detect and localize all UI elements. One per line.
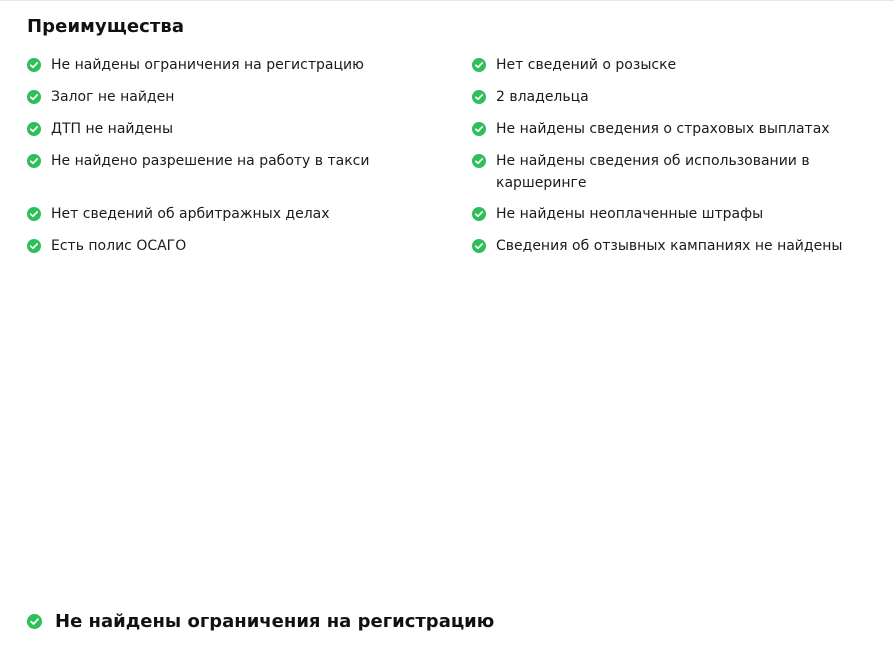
advantage-item	[472, 150, 882, 194]
check-circle-icon	[472, 154, 486, 168]
check-circle-icon	[472, 239, 486, 253]
check-circle-icon	[472, 207, 486, 221]
advantage-item	[472, 54, 882, 76]
advantage-item	[27, 203, 457, 225]
advantage-text: 2 владельца	[496, 89, 589, 105]
advantage-text: Не найдены сведения о страховых выплатах	[496, 121, 830, 137]
advantage-item	[27, 86, 457, 108]
advantages-list-right	[472, 54, 882, 267]
check-circle-icon	[472, 90, 486, 104]
advantage-text: Есть полис ОСАГО	[51, 238, 187, 254]
advantage-item	[27, 118, 457, 140]
top-divider	[0, 0, 894, 1]
advantage-text: ДТП не найдены	[51, 121, 174, 137]
check-circle-icon	[27, 122, 41, 136]
advantage-item	[27, 235, 457, 257]
advantage-item	[27, 54, 457, 76]
advantage-item	[472, 86, 882, 108]
check-circle-icon	[27, 154, 41, 168]
advantages-title: Преимущества	[27, 16, 185, 37]
detail-heading-row	[27, 611, 494, 632]
advantages-list-left	[27, 54, 457, 267]
advantage-text: Не найдены сведения об использовании в каршеринге	[496, 153, 810, 191]
detail-heading: Не найдены ограничения на регистрацию	[55, 611, 495, 632]
advantage-text: Не найдено разрешение на работу в такси	[51, 153, 370, 169]
check-circle-icon	[27, 614, 42, 629]
check-circle-icon	[472, 122, 486, 136]
advantage-item	[472, 203, 882, 225]
advantage-text: Сведения об отзывных кампаниях не найдены	[496, 238, 843, 254]
check-circle-icon	[472, 58, 486, 72]
advantage-text: Залог не найден	[51, 89, 175, 105]
check-circle-icon	[27, 207, 41, 221]
advantage-text: Нет сведений об арбитражных делах	[51, 206, 330, 222]
check-circle-icon	[27, 58, 41, 72]
advantage-item	[27, 150, 457, 172]
advantage-text: Не найдены ограничения на регистрацию	[51, 57, 364, 73]
advantage-text: Не найдены неоплаченные штрафы	[496, 206, 764, 222]
advantage-item	[472, 235, 882, 257]
advantage-text: Нет сведений о розыске	[496, 57, 677, 73]
advantage-item	[472, 118, 882, 140]
check-circle-icon	[27, 90, 41, 104]
check-circle-icon	[27, 239, 41, 253]
